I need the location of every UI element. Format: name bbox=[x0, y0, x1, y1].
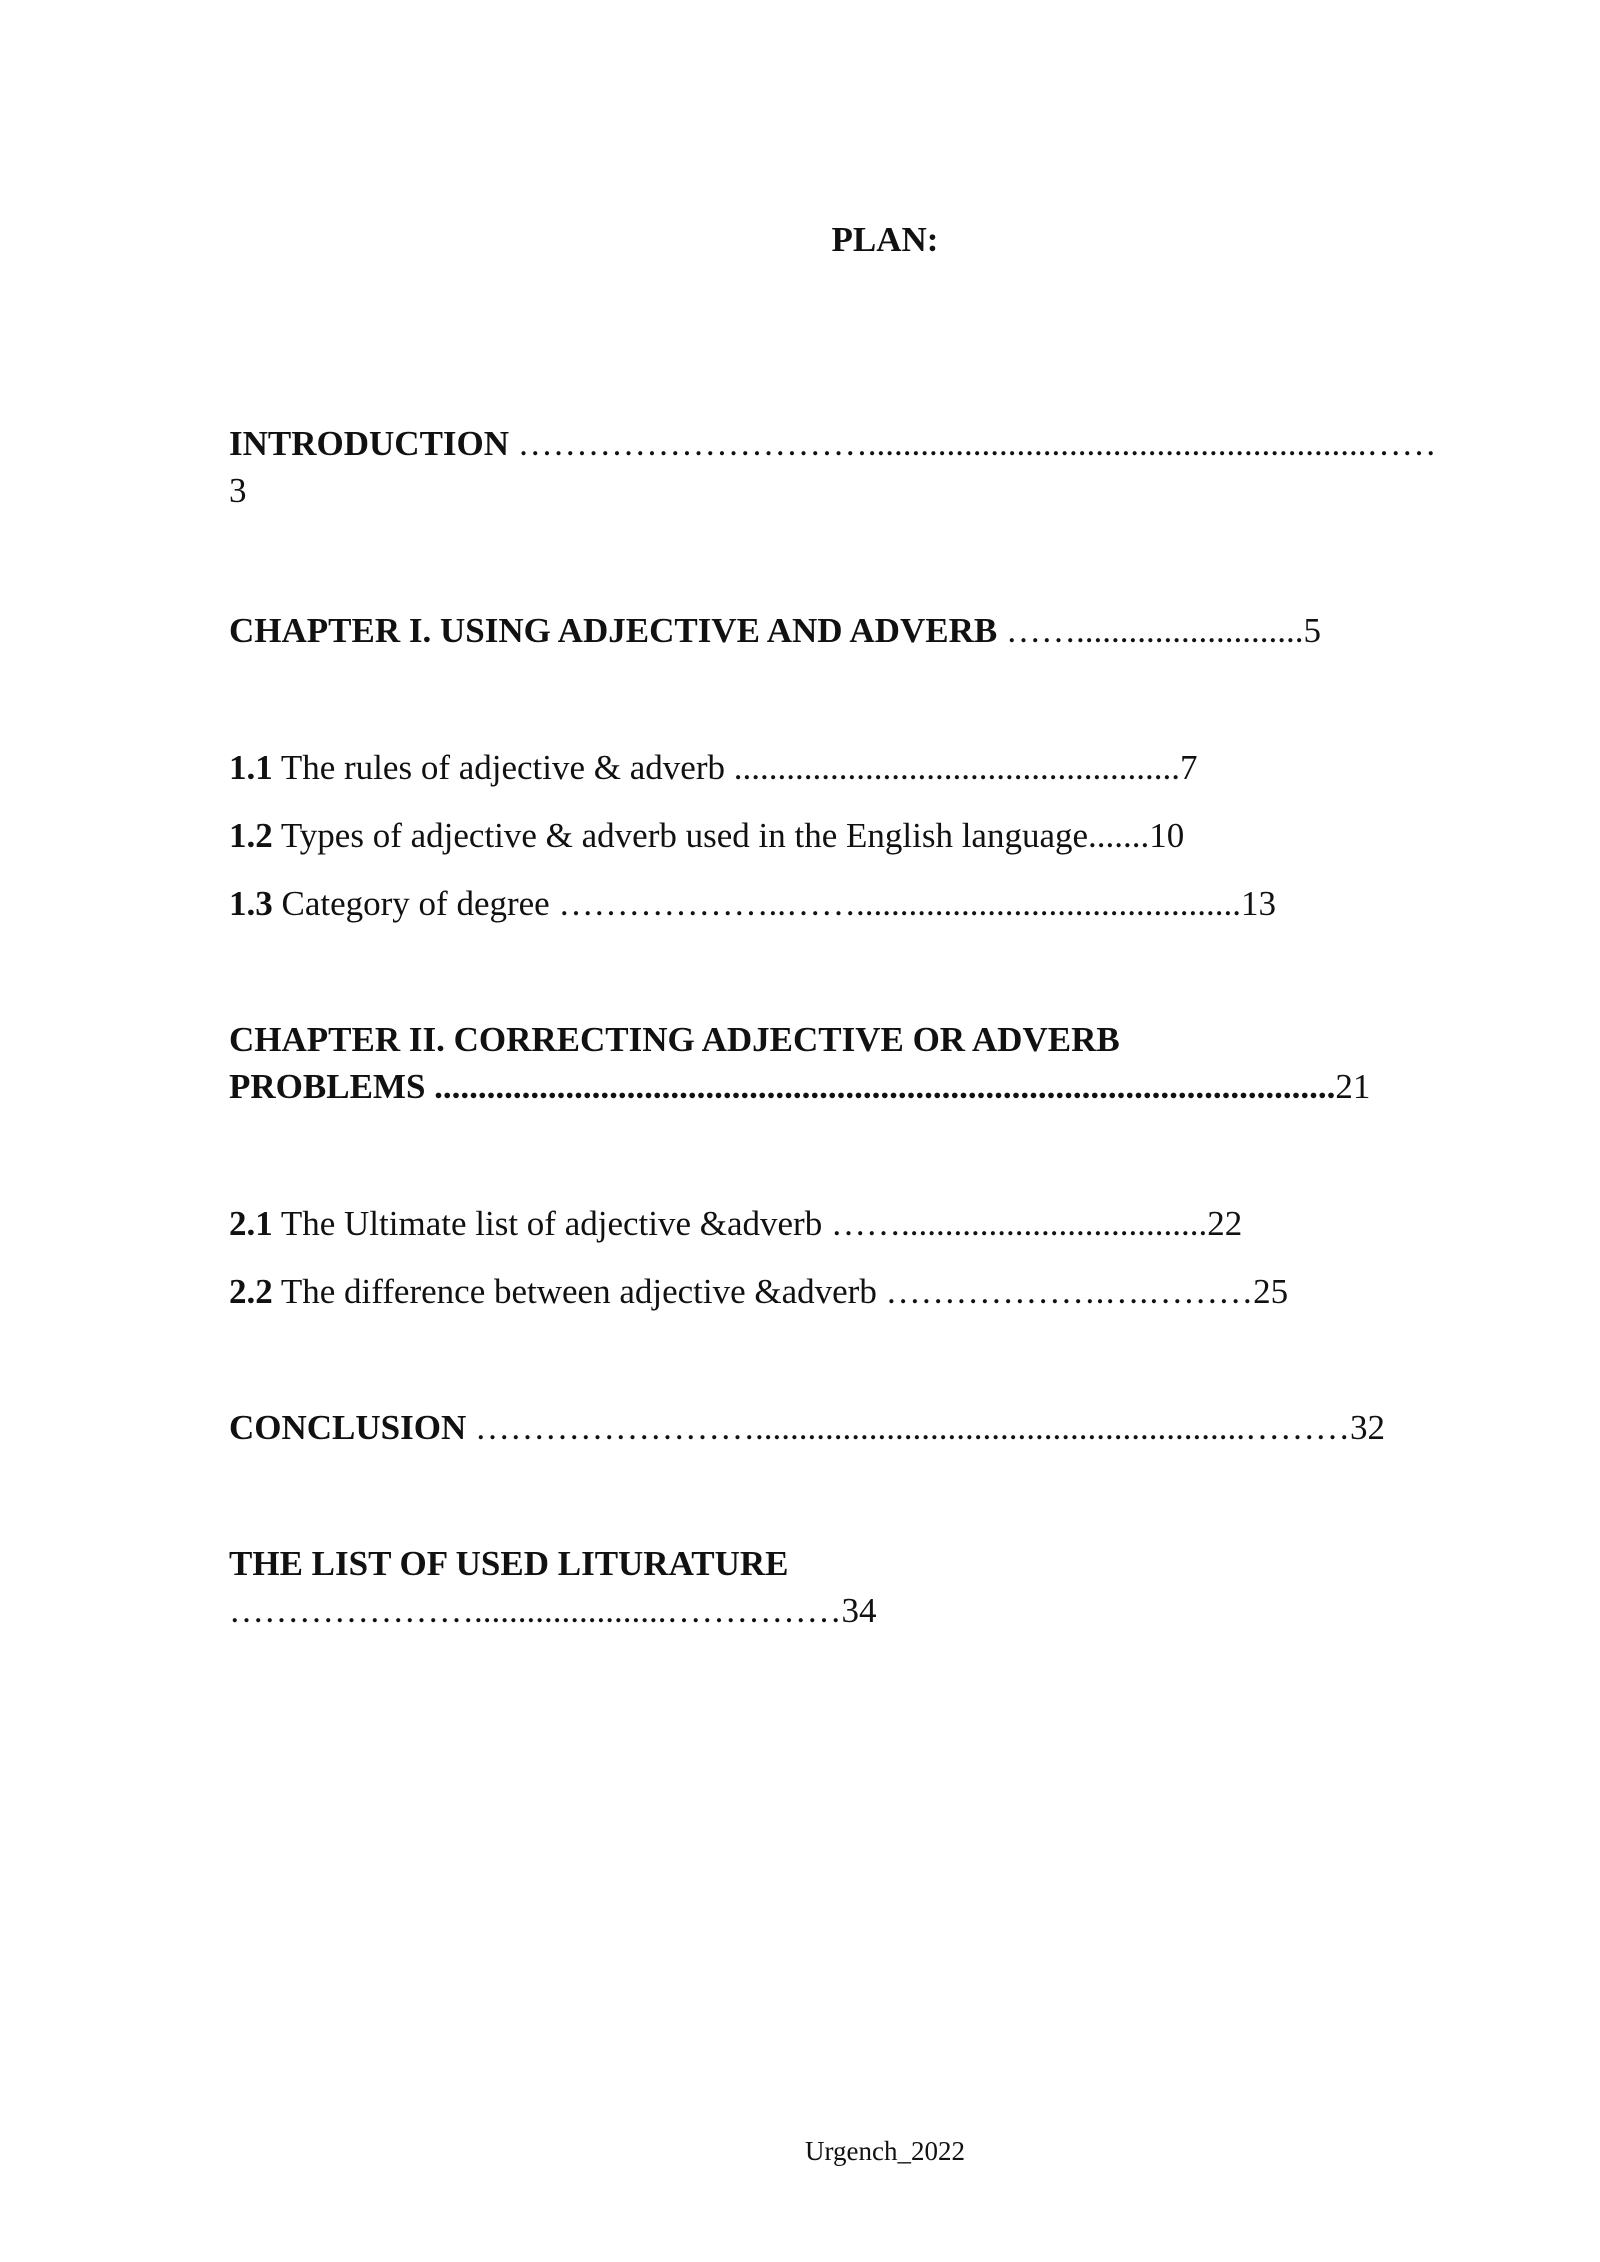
toc-section-number: 2.2 bbox=[229, 1272, 273, 1311]
toc-label: THE LIST OF USED LITURATURE bbox=[229, 1544, 789, 1583]
toc-dots: ………………………….........................................................…… bbox=[509, 424, 1437, 463]
toc-dots: ....... bbox=[1088, 816, 1150, 855]
toc-page-number: 13 bbox=[1240, 884, 1276, 923]
toc-page-number: 21 bbox=[1335, 1067, 1371, 1106]
toc-entry-chapter-1 bbox=[229, 607, 1479, 654]
toc-label: CHAPTER I. USING ADJECTIVE AND ADVERB bbox=[229, 611, 998, 650]
page-title: PLAN: bbox=[831, 220, 939, 259]
toc-label-line-1: CHAPTER II. CORRECTING ADJECTIVE OR ADVERB bbox=[229, 1020, 1120, 1059]
page-footer: Urgench_2022 bbox=[805, 2136, 965, 2166]
toc-page-number: 32 bbox=[1350, 1408, 1386, 1447]
toc-label: Category of degree bbox=[272, 884, 559, 923]
toc-page-number: 34 bbox=[841, 1591, 877, 1630]
toc-section-number: 1.2 bbox=[229, 816, 273, 855]
toc-label: CONCLUSION bbox=[229, 1408, 467, 1447]
toc-entry-section-1-1 bbox=[229, 744, 1479, 791]
toc-dots: ………………..……............................................ bbox=[558, 884, 1241, 923]
toc-label: Types of adjective & adverb used in the English language bbox=[272, 816, 1089, 855]
toc-section-number: 1.3 bbox=[229, 884, 273, 923]
toc-page-number: 3 bbox=[229, 471, 247, 510]
toc-entry-section-1-2 bbox=[229, 812, 1479, 859]
toc-section-number: 2.1 bbox=[229, 1204, 273, 1243]
toc-dots: …………………......................…………… bbox=[229, 1591, 842, 1630]
toc-entry-literature bbox=[229, 1540, 1479, 1634]
toc-dots: …….......................... bbox=[997, 611, 1304, 650]
toc-page-number: 7 bbox=[1179, 748, 1198, 787]
toc-entry-section-2-1 bbox=[229, 1200, 1479, 1247]
toc-dots: ……………………........................................................……… bbox=[466, 1408, 1351, 1447]
toc-entry-conclusion bbox=[229, 1404, 1479, 1451]
toc-label: The difference between adjective &adverb bbox=[272, 1272, 886, 1311]
toc-entry-introduction bbox=[229, 420, 1479, 514]
toc-label-line-2: PROBLEMS bbox=[229, 1067, 426, 1106]
toc-dots: ................................................... bbox=[733, 748, 1180, 787]
toc-entry-section-1-3 bbox=[229, 880, 1479, 927]
toc-dots: ……………….….……… bbox=[885, 1272, 1254, 1311]
toc-page-number: 10 bbox=[1149, 816, 1185, 855]
toc-page-number: 25 bbox=[1253, 1272, 1289, 1311]
toc-dots: ……................................... bbox=[830, 1204, 1208, 1243]
toc-section-number: 1.1 bbox=[229, 748, 273, 787]
toc-entry-section-2-2 bbox=[229, 1268, 1479, 1315]
toc-label: The Ultimate list of adjective &adverb bbox=[272, 1204, 831, 1243]
toc-entry-chapter-2 bbox=[229, 1016, 1479, 1110]
toc-page-number: 22 bbox=[1207, 1204, 1243, 1243]
toc-label: The rules of adjective & adverb bbox=[272, 748, 734, 787]
toc-page-number: 5 bbox=[1303, 611, 1321, 650]
toc-dots: ....................................................................................................... bbox=[425, 1067, 1336, 1106]
toc-label: INTRODUCTION bbox=[229, 424, 510, 463]
